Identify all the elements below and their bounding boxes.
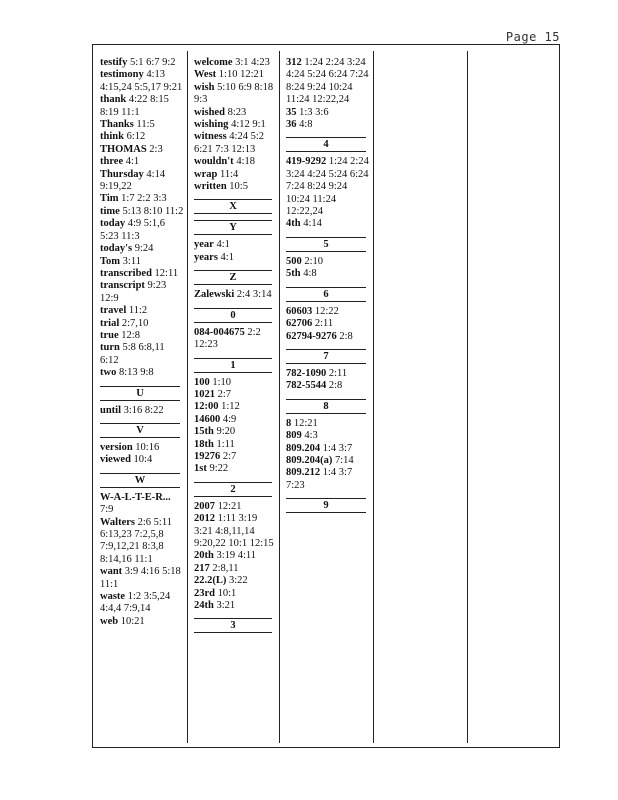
index-word: Tom (100, 255, 121, 267)
index-word: 62706 (286, 318, 313, 330)
index-references: 2:6 5:11 6:13,23 7:2,5,8 7:9,12,21 8:3,8 8:14,16 11:1 (100, 516, 172, 565)
column-divider (187, 51, 188, 743)
index-entry (286, 467, 370, 492)
index-word: wished (194, 106, 225, 118)
index-references: 2:3 (149, 143, 163, 155)
letter-heading: U (100, 386, 180, 401)
index-entry (100, 268, 184, 280)
index-word: 60603 (286, 305, 313, 317)
index-references: 3:9 4:16 5:18 11:1 (100, 566, 181, 590)
index-word: 62794-9276 (286, 330, 337, 342)
index-references: 1:2 3:5,24 4:4,4 7:9,14 (100, 591, 171, 615)
index-references: 4:9 (222, 413, 237, 425)
letter-heading: X (194, 199, 272, 214)
index-word: 782-5544 (286, 380, 327, 392)
index-word: web (100, 615, 119, 627)
index-references: 1:11 3:19 3:21 4:8,11,14 9:20,22 10:1 12:15 (194, 513, 274, 549)
index-word: thank (100, 94, 127, 106)
letter-heading: 2 (194, 482, 272, 497)
index-entry (100, 591, 184, 616)
index-references: 1:10 (212, 376, 232, 388)
index-references: 10:21 (120, 615, 145, 627)
index-table (92, 44, 560, 748)
index-entry (100, 442, 184, 454)
index-word: 809.204 (286, 442, 321, 454)
index-references: 11:2 (128, 305, 148, 317)
index-references: 4:3 (304, 430, 318, 442)
letter-heading: W (100, 473, 180, 488)
index-word: 2007 (194, 500, 215, 512)
index-references: 4:1 (125, 156, 140, 168)
index-word: testimony (100, 69, 144, 81)
index-references: 1:3 3:6 (299, 106, 329, 118)
index-entry (100, 206, 184, 218)
letter-heading: 4 (286, 137, 366, 152)
index-word: viewed (100, 454, 131, 466)
index-entry (194, 563, 276, 575)
index-word: THOMAS (100, 143, 147, 155)
index-references: 2:7 (222, 450, 237, 462)
index-references: 3:16 8:22 (123, 404, 164, 416)
index-references: 4:9 5:1,6 5:23 11:3 (100, 218, 166, 242)
index-entry (100, 94, 184, 119)
index-entry (100, 405, 184, 417)
index-word: trial (100, 317, 120, 329)
index-word: 4th (286, 218, 301, 230)
index-references: 10:4 (133, 454, 153, 466)
index-entry (194, 451, 276, 463)
index-word: 5th (286, 268, 301, 280)
index-word: turn (100, 342, 120, 354)
index-entry (286, 368, 370, 380)
index-entry (100, 305, 184, 317)
index-entry (286, 268, 370, 280)
index-entry (286, 331, 370, 343)
index-references: 1:4 3:7 (322, 442, 353, 454)
index-entry (100, 218, 184, 243)
index-entry (194, 82, 276, 107)
index-word: wrap (194, 168, 218, 180)
index-entry (100, 454, 184, 466)
index-references: 3:21 (216, 600, 236, 611)
index-references: 2:7 (217, 388, 232, 400)
index-word: Tim (100, 193, 119, 205)
index-entry (194, 239, 276, 251)
index-word: witness (194, 131, 227, 143)
index-column-5 (467, 45, 561, 747)
index-references: 10:5 (229, 181, 248, 193)
index-word: 419-9292 (286, 156, 327, 168)
index-references: 9:20 (216, 426, 236, 438)
index-references: 12:22 (314, 305, 339, 317)
index-word: wish (194, 81, 215, 93)
index-word: true (100, 329, 119, 341)
index-entry (100, 330, 184, 342)
index-entry (286, 430, 370, 442)
index-references: 3:11 (122, 255, 141, 267)
index-entry (100, 492, 184, 517)
index-references: 1:11 (216, 438, 235, 450)
index-column-1 (93, 45, 187, 747)
index-references: 9:24 (134, 243, 154, 255)
index-word: 35 (286, 106, 297, 118)
index-references: 5:8 6:8,11 6:12 (100, 342, 165, 366)
index-word: 24th (194, 600, 214, 611)
index-references: 6:12 (126, 131, 146, 143)
index-references: 5:13 8:10 11:2 (122, 205, 184, 217)
letter-heading: Z (194, 270, 272, 285)
index-entry (286, 119, 370, 131)
index-entry (286, 107, 370, 119)
index-references: 4:8 (299, 119, 313, 131)
index-word: 100 (194, 376, 210, 388)
index-entry (194, 439, 276, 451)
index-references: 12:21 (293, 417, 318, 429)
index-references: 4:1 (216, 239, 230, 251)
index-word: Thanks (100, 119, 134, 131)
index-word: written (194, 181, 227, 193)
index-entry (194, 169, 276, 181)
index-entry (286, 306, 370, 318)
index-column-3 (279, 45, 373, 747)
index-word: 2012 (194, 513, 215, 525)
index-entry (194, 513, 276, 550)
index-word: Zalewski (194, 289, 235, 301)
index-references: 2:8,11 (212, 562, 239, 574)
index-word: transcript (100, 280, 145, 292)
index-references: 1:24 2:24 3:24 4:24 5:24 6:24 7:24 8:24 9:24 10:24 11:24 12:22,24 (286, 156, 369, 218)
index-references: 3:22 (229, 575, 248, 587)
index-references: 4:14 (303, 218, 322, 230)
index-word: wouldn't (194, 156, 234, 168)
index-word: W-A-L-T-E-R... (100, 491, 171, 503)
index-word: two (100, 367, 117, 379)
index-entry (194, 131, 276, 156)
index-word: wishing (194, 119, 229, 131)
index-references: 7:9 (100, 504, 114, 516)
index-entry (194, 252, 276, 264)
index-entry (194, 69, 276, 81)
column-divider (467, 51, 468, 743)
column-divider (373, 51, 374, 743)
index-entry (194, 501, 276, 513)
index-entry (100, 243, 184, 255)
index-entry (100, 566, 184, 591)
index-word: travel (100, 305, 127, 317)
index-entry (194, 119, 276, 131)
index-references: 4:14 9:19,22 (100, 168, 166, 193)
index-references: 1:10 12:21 (218, 69, 265, 81)
index-entry (286, 455, 370, 467)
index-references: 5:1 6:7 9:2 (130, 57, 176, 68)
index-references: 1:4 3:7 7:23 (286, 467, 353, 491)
index-entry (100, 616, 184, 628)
index-references: 2:7,10 (121, 317, 149, 329)
index-entry (100, 69, 184, 94)
letter-heading: 3 (194, 618, 272, 633)
index-word: 312 (286, 57, 302, 68)
index-word: 1st (194, 463, 207, 475)
index-references: 4:12 9:1 (231, 119, 266, 131)
letter-heading: V (100, 423, 180, 438)
index-references: 12:21 (217, 500, 242, 512)
index-column-4 (373, 45, 467, 747)
index-references: 9:23 12:9 (100, 280, 167, 304)
index-references: 4:13 4:15,24 5:5,17 9:21 (100, 69, 183, 93)
letter-heading: 9 (286, 498, 366, 513)
index-entry (286, 318, 370, 330)
index-word: today's (100, 243, 133, 255)
letter-heading: 7 (286, 349, 366, 364)
letter-heading: 5 (286, 237, 366, 252)
index-references: 2:4 3:14 (236, 289, 272, 301)
index-word: 8 (286, 417, 292, 429)
index-references: 12:11 (154, 267, 179, 279)
index-references: 2:11 (314, 318, 334, 330)
index-entry (194, 401, 276, 413)
index-word: 12:00 (194, 401, 219, 413)
index-word: think (100, 131, 124, 143)
index-entry (100, 193, 184, 205)
index-word: year (194, 239, 214, 251)
index-word: 809.204(a) (286, 454, 333, 466)
index-word: Thursday (100, 168, 144, 180)
index-references: 4:18 (236, 156, 255, 168)
letter-heading: 1 (194, 358, 272, 373)
index-word: waste (100, 591, 126, 603)
index-entry (286, 418, 370, 430)
index-word: 1021 (194, 388, 215, 400)
index-word: transcribed (100, 267, 152, 279)
index-word: 217 (194, 562, 210, 574)
index-entry (194, 107, 276, 119)
index-references: 4:24 5:2 6:21 7:3 12:13 (194, 131, 265, 155)
index-references: 9:22 (209, 463, 229, 475)
index-references: 1:7 2:2 3:3 (121, 193, 167, 205)
index-word: 18th (194, 438, 214, 450)
index-references: 10:16 (135, 441, 160, 453)
letter-heading: 8 (286, 399, 366, 414)
index-entry (100, 517, 184, 567)
index-entry (286, 156, 370, 218)
index-references: 1:12 (221, 401, 240, 413)
index-word: 20th (194, 550, 214, 562)
index-entry (194, 550, 276, 562)
index-column-2 (187, 45, 279, 747)
index-entry (194, 426, 276, 438)
index-references: 10:1 (217, 587, 237, 599)
index-word: today (100, 218, 126, 230)
index-references: 8:23 (227, 106, 247, 118)
index-entry (100, 169, 184, 194)
index-entry (286, 380, 370, 392)
index-references: 2:8 (339, 330, 353, 342)
index-word: 809.212 (286, 467, 321, 479)
index-entry (286, 256, 370, 268)
index-word: time (100, 205, 120, 217)
index-word: 23rd (194, 587, 215, 599)
index-references: 3:1 4:23 (235, 57, 270, 68)
index-references: 4:8 (303, 268, 317, 280)
index-entry (194, 463, 276, 475)
index-entry (194, 575, 276, 587)
index-references: 3:19 4:11 (216, 550, 257, 562)
page-number: Page 15 (505, 30, 560, 44)
index-entry (194, 289, 276, 301)
index-entry (194, 156, 276, 168)
index-entry (286, 57, 370, 107)
column-divider (279, 51, 280, 743)
index-entry (100, 318, 184, 330)
index-references: 4:1 (220, 251, 234, 263)
index-entry (194, 389, 276, 401)
index-word: 36 (286, 119, 297, 131)
index-references: 7:14 (335, 454, 354, 466)
index-word: years (194, 251, 218, 263)
index-references: 2:2 12:23 (194, 326, 261, 351)
index-word: three (100, 156, 124, 168)
index-entry (286, 218, 370, 230)
index-word: 084-004675 (194, 326, 245, 338)
index-entry (100, 156, 184, 168)
index-word: version (100, 441, 133, 453)
index-entry (194, 377, 276, 389)
index-entry (100, 367, 184, 379)
index-references: 4:22 8:15 8:19 11:1 (100, 94, 169, 118)
letter-heading: 6 (286, 287, 366, 302)
index-entry (194, 181, 276, 193)
index-word: West (194, 69, 217, 81)
index-entry (194, 588, 276, 600)
index-references: 12:8 (121, 329, 140, 341)
index-word: 809 (286, 430, 302, 442)
letter-heading: Y (194, 220, 272, 235)
index-references: 8:13 9:8 (118, 367, 154, 379)
index-entry (100, 119, 184, 131)
index-entry (100, 57, 184, 69)
index-entry (100, 131, 184, 143)
index-word: 19276 (194, 450, 221, 462)
index-word: want (100, 566, 123, 578)
index-references: 1:24 2:24 3:24 4:24 5:24 6:24 7:24 8:24 9:24 10:24 11:24 12:22,24 (286, 57, 369, 106)
index-word: welcome (194, 57, 233, 68)
index-references: 2:11 (328, 367, 348, 379)
index-word: Walters (100, 516, 135, 528)
index-references: 5:10 6:9 8:18 9:3 (194, 81, 274, 106)
index-entry (194, 600, 276, 612)
index-references: 11:4 (219, 168, 239, 180)
index-entry (194, 57, 276, 69)
index-entry (100, 342, 184, 367)
index-word: 782-1090 (286, 367, 327, 379)
index-entry (100, 256, 184, 268)
index-references: 2:10 (304, 255, 324, 267)
letter-heading: 0 (194, 308, 272, 323)
index-word: 14600 (194, 413, 221, 425)
index-word: 22.2(L) (194, 575, 227, 587)
index-entry (194, 327, 276, 352)
index-entry (286, 443, 370, 455)
index-entry (194, 414, 276, 426)
index-entry (100, 280, 184, 305)
index-word: 500 (286, 255, 302, 267)
index-references: 11:5 (136, 119, 155, 131)
index-word: until (100, 404, 122, 416)
index-word: 15th (194, 426, 214, 438)
index-word: testify (100, 57, 128, 68)
index-references: 2:8 (328, 380, 343, 392)
index-entry (100, 144, 184, 156)
